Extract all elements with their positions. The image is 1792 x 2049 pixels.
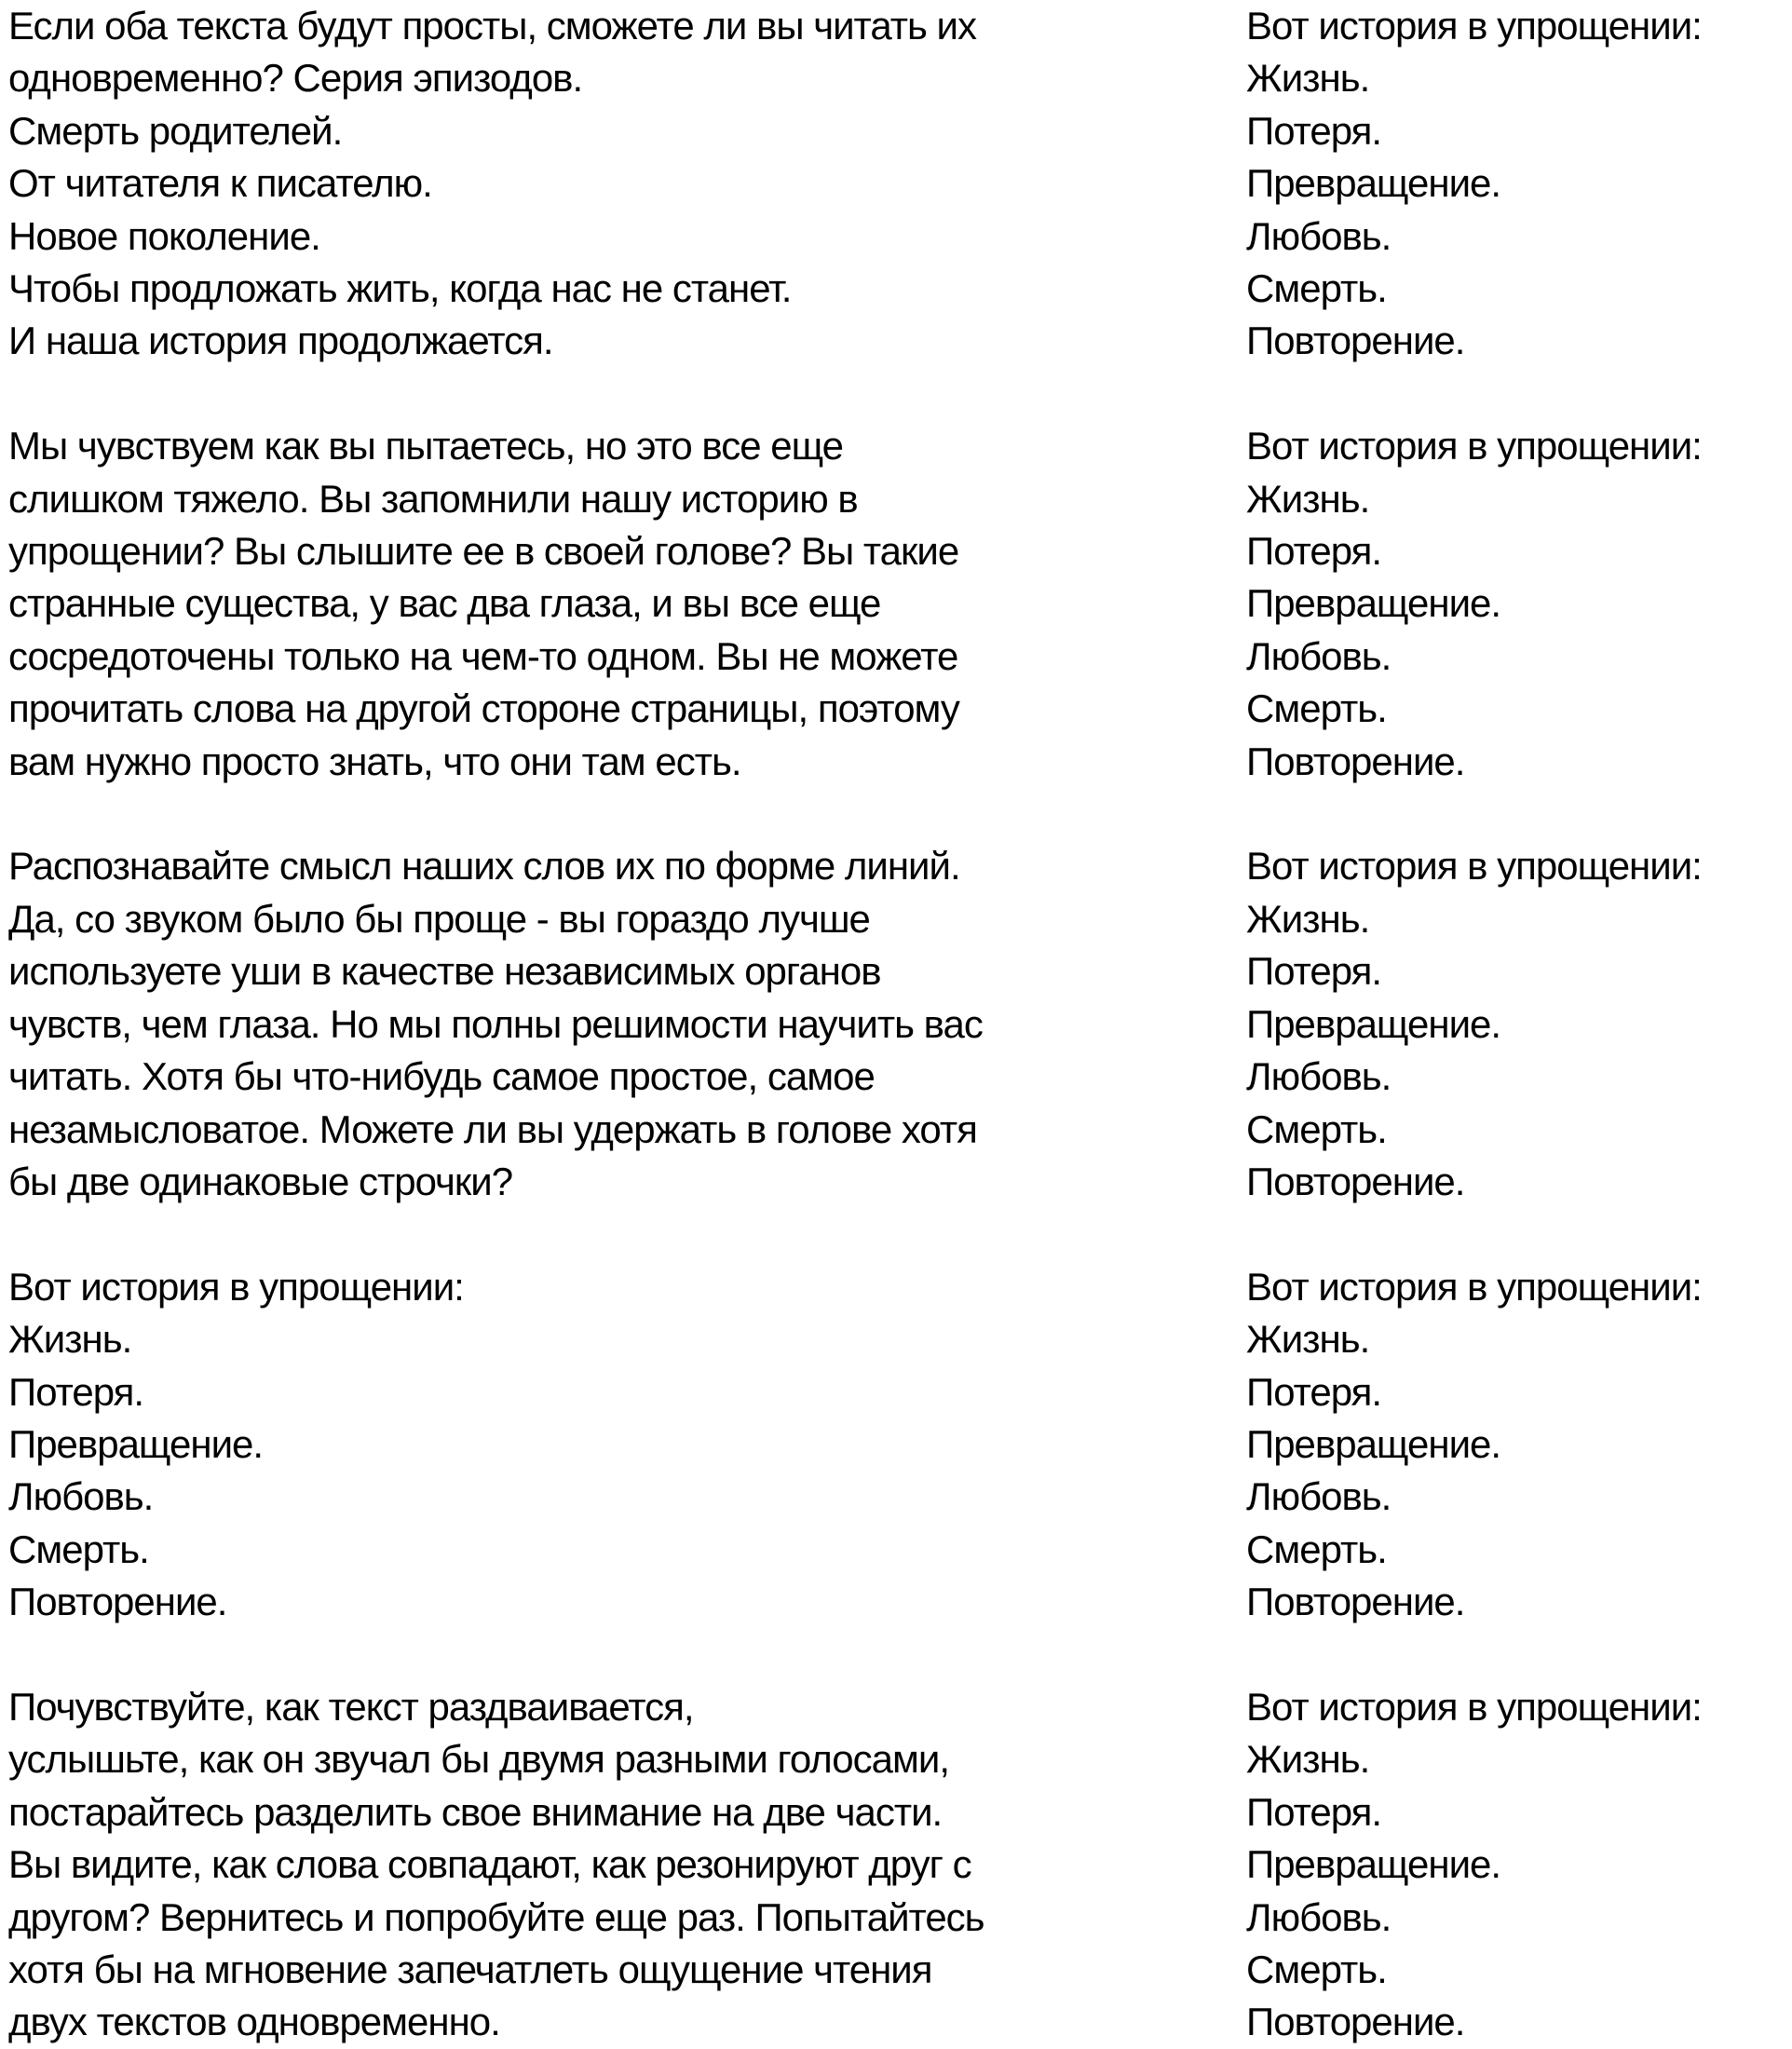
text-line: Жизнь. xyxy=(1246,1317,1370,1362)
text-line: Вот история в упрощении: xyxy=(1246,4,1702,47)
text-line: От читателя к писателю. xyxy=(8,161,432,206)
text-line: двух текстов одновременно. xyxy=(8,2000,500,2044)
left-text-column xyxy=(8,0,984,2049)
text-line: Превращение. xyxy=(8,1421,264,1466)
text-line: Потеря. xyxy=(1246,949,1382,994)
text-line: Любовь. xyxy=(1246,1054,1392,1099)
text-line: Чтобы продложать жить, когда нас не станет. xyxy=(8,266,792,311)
text-line: И наша история продолжается. xyxy=(8,319,553,363)
text-line: Вот история в упрощении: xyxy=(1246,424,1702,468)
text-line: Вы видите, как слова совпадают, как резонируют друг с xyxy=(8,1842,971,1887)
text-line: Повторение. xyxy=(1246,739,1465,783)
text-line: используете уши в качестве независимых органов xyxy=(8,949,881,994)
text-line: Смерть. xyxy=(1246,1527,1387,1571)
text-block xyxy=(8,0,984,368)
text-line: Превращение. xyxy=(1246,161,1501,206)
text-block xyxy=(1246,420,1702,788)
right-text-column xyxy=(1246,0,1702,2049)
text-block xyxy=(1246,1681,1702,2049)
text-line: Жизнь. xyxy=(1246,896,1370,941)
text-line: Потеря. xyxy=(1246,1369,1382,1414)
text-line: Повторение. xyxy=(8,1580,227,1624)
text-line: Повторение. xyxy=(1246,319,1465,363)
text-line: Вот история в упрощении: xyxy=(1246,1684,1702,1729)
text-line: другом? Вернитесь и попробуйте еще раз. Попытайтесь xyxy=(8,1894,984,1939)
text-line: Любовь. xyxy=(1246,633,1392,678)
text-line: Повторение. xyxy=(1246,1580,1465,1624)
text-line: Повторение. xyxy=(1246,2000,1465,2044)
text-block xyxy=(1246,1261,1702,1629)
text-line: бы две одинаковые строчки? xyxy=(8,1159,513,1203)
text-line: Жизнь. xyxy=(8,1317,132,1362)
text-line: Жизнь. xyxy=(1246,1737,1370,1782)
text-line: Смерть. xyxy=(1246,686,1387,731)
text-block xyxy=(8,420,984,788)
text-line: Жизнь. xyxy=(1246,476,1370,521)
text-line: Мы чувствуем как вы пытаетесь, но это все еще xyxy=(8,424,844,468)
text-line: странные существа, у вас два глаза, и вы все еще xyxy=(8,581,881,626)
text-line: Смерть. xyxy=(1246,1106,1387,1151)
text-line: Новое поколение. xyxy=(8,213,320,258)
text-line: Жизнь. xyxy=(1246,56,1370,101)
text-line: Смерть. xyxy=(8,1527,149,1571)
text-line: Почувствуйте, как текст раздваивается, xyxy=(8,1684,694,1729)
text-line: читать. Хотя бы что-нибудь самое простое, самое xyxy=(8,1054,875,1099)
text-line: Превращение. xyxy=(1246,1001,1501,1046)
text-line: постарайтесь разделить свое внимание на две части. xyxy=(8,1789,943,1834)
text-block xyxy=(8,840,984,1208)
text-line: Смерть. xyxy=(1246,266,1387,311)
text-line: незамысловатое. Можете ли вы удержать в голове хотя xyxy=(8,1106,977,1151)
text-line: Вот история в упрощении: xyxy=(1246,1264,1702,1309)
text-line: Превращение. xyxy=(1246,581,1501,626)
text-line: услышьте, как он звучал бы двумя разными голосами, xyxy=(8,1737,950,1782)
text-line: Смерть родителей. xyxy=(8,108,343,153)
text-line: упрощении? Вы слышите ее в своей голове? Вы такие xyxy=(8,529,959,574)
text-line: Вот история в упрощении: xyxy=(1246,844,1702,889)
text-line: Любовь. xyxy=(8,1474,154,1519)
text-block xyxy=(1246,0,1702,368)
text-line: Любовь. xyxy=(1246,213,1392,258)
text-line: Распознавайте смысл наших слов их по форме линий. xyxy=(8,844,960,889)
text-line: Любовь. xyxy=(1246,1474,1392,1519)
text-line: Вот история в упрощении: xyxy=(8,1264,464,1309)
text-line: вам нужно просто знать, что они там есть. xyxy=(8,739,741,783)
text-line: Потеря. xyxy=(1246,529,1382,574)
text-line: чувств, чем глаза. Но мы полны решимости научить вас xyxy=(8,1001,983,1046)
text-line: слишком тяжело. Вы запомнили нашу историю в xyxy=(8,476,858,521)
text-line: сосредоточены только на чем-то одном. Вы не можете xyxy=(8,633,958,678)
text-line: Повторение. xyxy=(1246,1159,1465,1203)
text-line: Любовь. xyxy=(1246,1894,1392,1939)
text-line: Смерть. xyxy=(1246,1947,1387,1991)
text-line: Потеря. xyxy=(1246,108,1382,153)
text-line: Превращение. xyxy=(1246,1421,1501,1466)
text-line: хотя бы на мгновение запечатлеть ощущение чтения xyxy=(8,1947,932,1991)
text-block xyxy=(8,1261,984,1629)
text-line: Да, со звуком было бы проще - вы гораздо лучше xyxy=(8,896,870,941)
text-line: Превращение. xyxy=(1246,1842,1501,1887)
text-line: Потеря. xyxy=(1246,1789,1382,1834)
text-line: одновременно? Серия эпизодов. xyxy=(8,56,583,101)
text-line: Потеря. xyxy=(8,1369,144,1414)
text-block xyxy=(1246,840,1702,1208)
text-line: Если оба текста будут просты, сможете ли вы читать их xyxy=(8,4,976,47)
text-line: прочитать слова на другой стороне страницы, поэтому xyxy=(8,686,959,731)
text-block xyxy=(8,1681,984,2049)
